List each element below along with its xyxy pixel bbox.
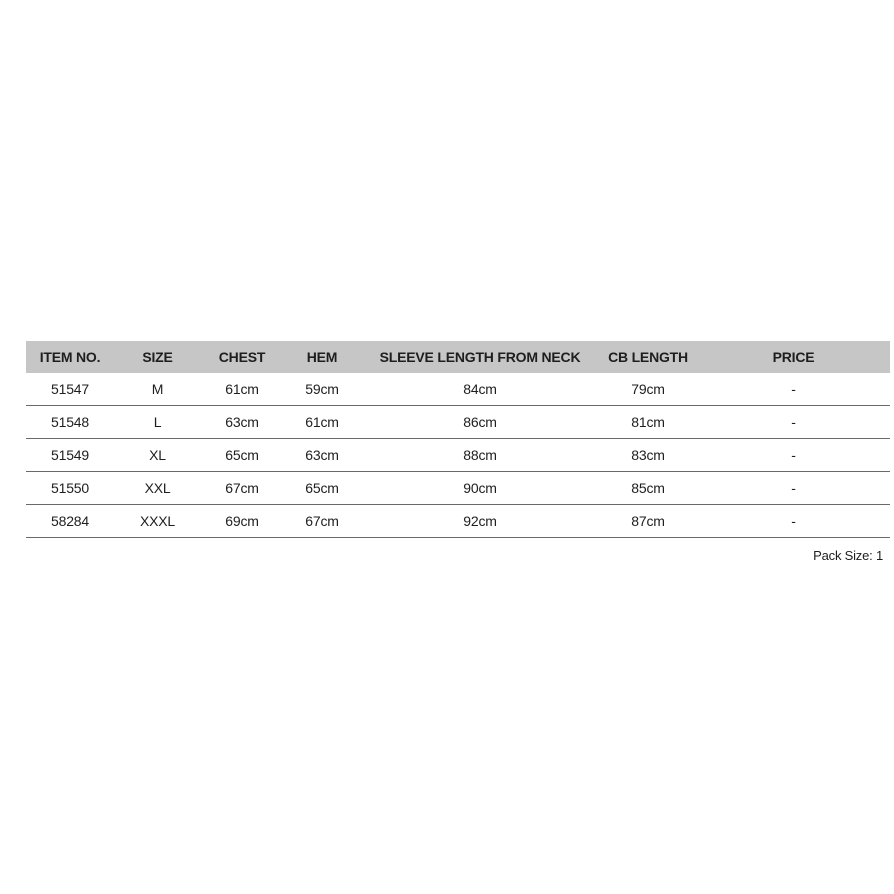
- cell-price: -: [697, 472, 890, 505]
- cell-chest: 63cm: [201, 406, 283, 439]
- cell-chest: 67cm: [201, 472, 283, 505]
- cell-price: -: [697, 439, 890, 472]
- header-row: [26, 341, 890, 373]
- header-cb-length: CB LENGTH: [599, 341, 697, 373]
- cell-hem: 63cm: [283, 439, 361, 472]
- header-chest: CHEST: [201, 341, 283, 373]
- pack-size-note: Pack Size: 1: [813, 548, 883, 563]
- cell-sleeve-length: 90cm: [361, 472, 599, 505]
- table-body: [26, 373, 890, 538]
- cell-cb-length: 83cm: [599, 439, 697, 472]
- header-sleeve-length: SLEEVE LENGTH FROM NECK: [361, 341, 599, 373]
- cell-chest: 69cm: [201, 505, 283, 538]
- cell-chest: 65cm: [201, 439, 283, 472]
- header-size: SIZE: [114, 341, 201, 373]
- cell-hem: 61cm: [283, 406, 361, 439]
- cell-chest: 61cm: [201, 373, 283, 406]
- cell-hem: 67cm: [283, 505, 361, 538]
- cell-item-no: 51549: [26, 439, 114, 472]
- cell-item-no: 51547: [26, 373, 114, 406]
- cell-item-no: 51548: [26, 406, 114, 439]
- table-row: [26, 505, 890, 538]
- header-item-no: ITEM NO.: [26, 341, 114, 373]
- cell-price: -: [697, 505, 890, 538]
- cell-cb-length: 85cm: [599, 472, 697, 505]
- table-row: [26, 472, 890, 505]
- cell-cb-length: 79cm: [599, 373, 697, 406]
- header-price: PRICE: [697, 341, 890, 373]
- cell-size: XXXL: [114, 505, 201, 538]
- cell-item-no: 58284: [26, 505, 114, 538]
- cell-hem: 59cm: [283, 373, 361, 406]
- cell-size: XXL: [114, 472, 201, 505]
- header-hem: HEM: [283, 341, 361, 373]
- table-row: [26, 439, 890, 472]
- cell-sleeve-length: 86cm: [361, 406, 599, 439]
- size-chart-table: [26, 341, 890, 538]
- cell-price: -: [697, 406, 890, 439]
- cell-sleeve-length: 88cm: [361, 439, 599, 472]
- cell-cb-length: 87cm: [599, 505, 697, 538]
- cell-item-no: 51550: [26, 472, 114, 505]
- table-row: [26, 406, 890, 439]
- table-header: [26, 341, 890, 373]
- cell-sleeve-length: 84cm: [361, 373, 599, 406]
- table-row: [26, 373, 890, 406]
- cell-size: M: [114, 373, 201, 406]
- cell-hem: 65cm: [283, 472, 361, 505]
- cell-price: -: [697, 373, 890, 406]
- cell-size: L: [114, 406, 201, 439]
- cell-size: XL: [114, 439, 201, 472]
- cell-sleeve-length: 92cm: [361, 505, 599, 538]
- cell-cb-length: 81cm: [599, 406, 697, 439]
